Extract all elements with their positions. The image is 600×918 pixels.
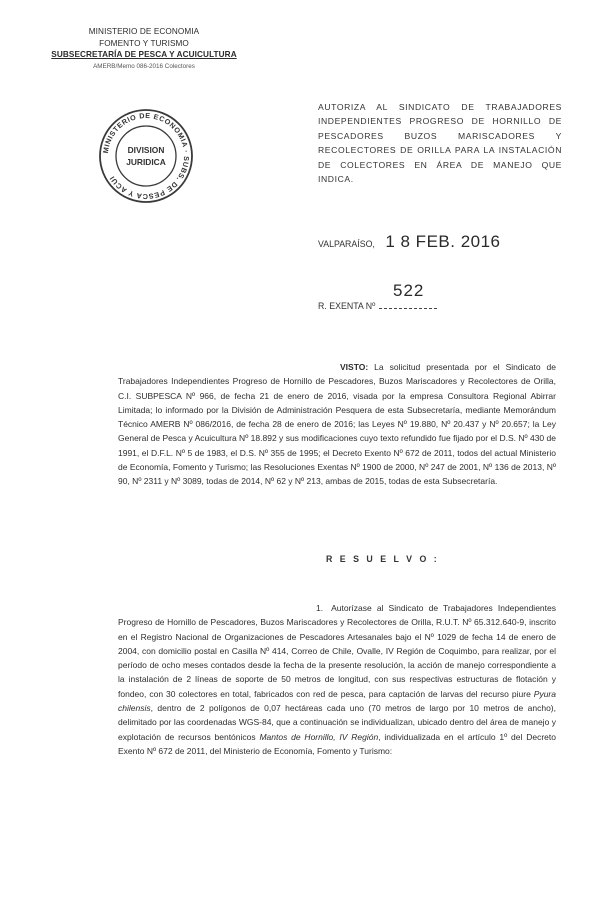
visto-lead: VISTO: (340, 362, 369, 372)
division-juridica-seal (98, 108, 194, 204)
seal-center-line2: JURIDICA (126, 157, 166, 167)
seal-ring-text: MINISTERIO DE ECONOMIA · SUBS. DE PESCA Y ACUI (101, 110, 192, 202)
ministry-subtitle: FOMENTO Y TURISMO (99, 38, 189, 48)
article-1-number: 1. (316, 603, 324, 613)
seal-center-line1: DIVISION (127, 145, 165, 155)
visto-paragraph (118, 360, 556, 489)
place: VALPARAÍSO, (318, 239, 375, 249)
svg-text:MINISTERIO DE ECONOMIA · SUBS. (101, 111, 191, 201)
species-name: Pyura chilensis (118, 688, 556, 714)
visto-text: La solicitud presentada por el Sindicato de Trabajadores Independientes Progreso de Hornillo de Pescadores, Buzos Mariscadores y Recolectores de Orilla, C.I. SUBPESCA Nº 966, de fecha 21 de enero de 2016, visada por la empresa Consultora Regional Abirrar Limitada; lo informado por la División de Administración Pesquera de esta Subsecretaría, mediante Memorándum Técnico AMERB Nº 086/2016, de fecha 28 de enero de 2016; las Leyes Nº 19.880, Nº 20.437 y Nº 20.657; la Ley General de Pesca y Acuicultura Nº 18.892 y sus modificaciones cuyo texto refundido fue fijado por el D.S. Nº 430 de 1991, el D.F.L. Nº 5 de 1983, el D.S. Nº 355 de 1995; el Decreto Exento Nº 672 de 2011, todos del actual Ministerio de Economía, Fomento y Turismo; las Resoluciones Exentas Nº 1900 de 2000, Nº 247 de 2001, Nº 136 de 2013, Nº 90, Nº 2311 y Nº 3089, todas de 2014, Nº 62 y Nº 213, ambas de 2015, todas de esta Subsecretaría. (118, 362, 556, 487)
ministry-name: MINISTERIO DE ECONOMIA (88, 27, 200, 36)
date-stamp: 1 8 FEB. 2016 (385, 232, 501, 251)
article-1 (118, 601, 556, 758)
exenta-label: R. EXENTA Nº (318, 301, 376, 311)
memo-reference: AMERB/Memo 086-2016 Colectores (93, 62, 195, 70)
undersecretariat-name: SUBSECRETARÍA DE PESCA Y ACUICULTURA (51, 50, 237, 59)
resolution-summary: AUTORIZA AL SINDICATO DE TRABAJADORES INDEPENDIENTES PROGRESO DE HORNILLO DE PESCADORES BUZOS MARISCADORES Y RECOLECTORES DE ORILLA PARA LA INSTALACIÓN DE COLECTORES EN ÁREA DE MANEJO QUE INDICA. (318, 102, 562, 185)
exenta-blank (379, 300, 437, 309)
place-and-date (318, 232, 501, 252)
article-1-text-a: Autorízase al Sindicato de Trabajadores Independientes Progreso de Hornillo de Pescadores, Buzos Mariscadores y Recolectores de Orilla, R.U.T. Nº 65.312.640-9, inscrito en el Registro Nacional de Organizaciones de Pescadores Artesanales bajo el Nº 1029 de fecha 14 de enero de 2004, con domicilio postal en Casilla Nº 414, Correo de Chile, Ovalle, IV Región de Coquimbo, para realizar, por el período de ocho meses contados desde la fecha de la presente resolución, la acción de manejo correspondiente a la instalación de 2 líneas de soporte de 50 metros de longitud, con sus respectivas estructuras de flotación y fondeo, con 30 colectores en total, fabricados con red de pesca, para captación de larvas del recurso piure (118, 603, 556, 699)
management-area-name: Mantos de Hornillo, IV Región (259, 731, 379, 742)
article-1-text-c: , individualizada en el artículo 1º del Decreto Exento Nº 672 de 2011, del Ministerio de Economía, Fomento y Turismo: (118, 731, 556, 756)
exenta-line (318, 300, 437, 311)
article-1-text-b: , dentro de 2 polígonos de 0,07 hectáreas cada uno (70 metros de largo por 10 metros de ancho), delimitado por las coordenadas WGS-84, que a continuación se individualizan, ubicado dentro del área de manejo y explotación de recursos bentónicos (118, 703, 556, 742)
ministry-header (44, 26, 244, 72)
resuelvo-heading: R E S U E L V O : (326, 554, 440, 564)
exenta-number: 522 (393, 281, 425, 300)
